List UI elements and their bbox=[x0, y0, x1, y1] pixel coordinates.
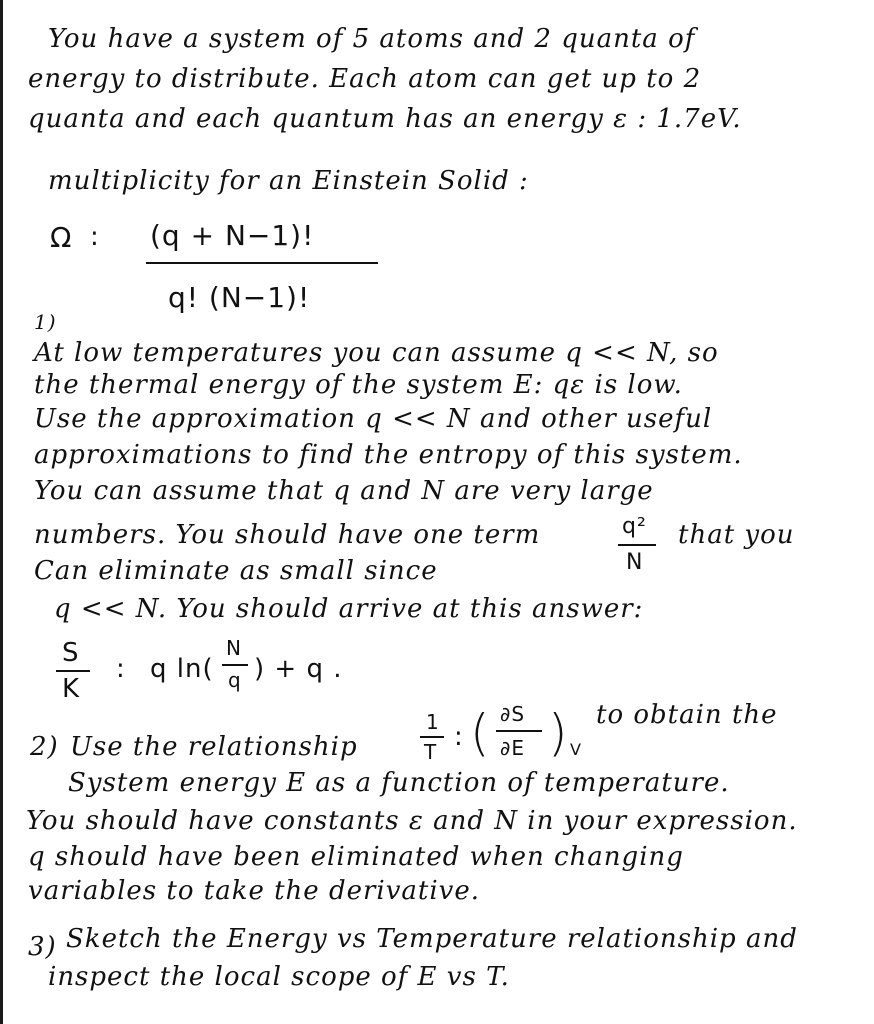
answer-rhs-bar bbox=[222, 664, 248, 666]
part1-line-6-tail: that you bbox=[678, 520, 795, 550]
intro-line-3: quanta and each quantum has an energy ε : 1.7eV. bbox=[28, 104, 742, 134]
t-fraction-bar bbox=[420, 736, 444, 738]
part1-line-6: numbers. You should have one term bbox=[34, 520, 541, 550]
deriv-bar bbox=[496, 730, 542, 732]
part1-line-7: Can eliminate as small since bbox=[34, 556, 438, 586]
inline-fraction-denominator: N bbox=[626, 550, 644, 575]
part2-line-3: q should have been eliminated when changing bbox=[28, 842, 684, 872]
part2-number: 2) bbox=[30, 732, 59, 762]
t-fraction-denominator: T bbox=[424, 740, 438, 764]
part1-line-3: Use the approximation q << N and other useful bbox=[34, 404, 713, 434]
deriv-close-paren: ) bbox=[548, 704, 569, 762]
part1-line-2: the thermal energy of the system E: qε is low. bbox=[34, 370, 683, 400]
multiplicity-numerator: (q + N−1)! bbox=[150, 219, 315, 252]
answer-equals: : bbox=[116, 654, 126, 684]
part3-number: 3) bbox=[28, 932, 57, 962]
multiplicity-fraction-bar bbox=[146, 262, 378, 264]
intro-line-2: energy to distribute. Each atom can get up to 2 bbox=[28, 64, 702, 94]
part3-line-1: Sketch the Energy vs Temperature relationship and bbox=[66, 924, 798, 954]
inline-fraction-bar bbox=[618, 544, 656, 546]
answer-rhs-denominator: q bbox=[228, 668, 242, 692]
deriv-subscript: V bbox=[570, 740, 582, 759]
part2-line-4: variables to take the derivative. bbox=[28, 876, 481, 906]
answer-rhs-suffix: ) + q . bbox=[254, 654, 343, 684]
multiplicity-equals: : bbox=[90, 222, 100, 252]
intro-line-1: You have a system of 5 atoms and 2 quanta of bbox=[48, 24, 696, 54]
part2-line-1: System energy E as a function of temperature. bbox=[68, 768, 730, 798]
deriv-open-paren: ( bbox=[470, 704, 491, 762]
part1-line-8: q << N. You should arrive at this answer: bbox=[54, 594, 644, 624]
multiplicity-denominator: q! (N−1)! bbox=[168, 281, 311, 314]
part1-line-4: approximations to find the entropy of this system. bbox=[34, 440, 743, 470]
part1-line-1: At low temperatures you can assume q << N, so bbox=[34, 338, 719, 368]
part2-lead-tail: to obtain the bbox=[596, 700, 778, 730]
answer-lhs-numerator: S bbox=[62, 638, 80, 668]
answer-rhs-prefix: q ln( bbox=[150, 654, 214, 684]
t-equals: : bbox=[454, 722, 464, 752]
omega-symbol: Ω bbox=[50, 221, 73, 254]
answer-lhs-bar bbox=[56, 670, 90, 672]
answer-lhs-denominator: K bbox=[62, 674, 81, 704]
part1-number: 1) bbox=[34, 310, 57, 334]
deriv-denominator: ∂E bbox=[500, 736, 525, 760]
part3-line-2: inspect the local scope of E vs T. bbox=[48, 962, 510, 992]
deriv-numerator: ∂S bbox=[500, 702, 526, 726]
part1-line-5: You can assume that q and N are very large bbox=[34, 476, 654, 506]
multiplicity-heading: multiplicity for an Einstein Solid : bbox=[48, 166, 529, 196]
part2-lead: Use the relationship bbox=[70, 732, 358, 762]
t-fraction-numerator: 1 bbox=[426, 710, 440, 734]
inline-fraction-numerator: q² bbox=[622, 514, 647, 539]
page-left-edge bbox=[0, 0, 3, 1024]
part2-line-2: You should have constants ε and N in your expression. bbox=[26, 806, 798, 836]
answer-rhs-numerator: N bbox=[226, 636, 242, 660]
